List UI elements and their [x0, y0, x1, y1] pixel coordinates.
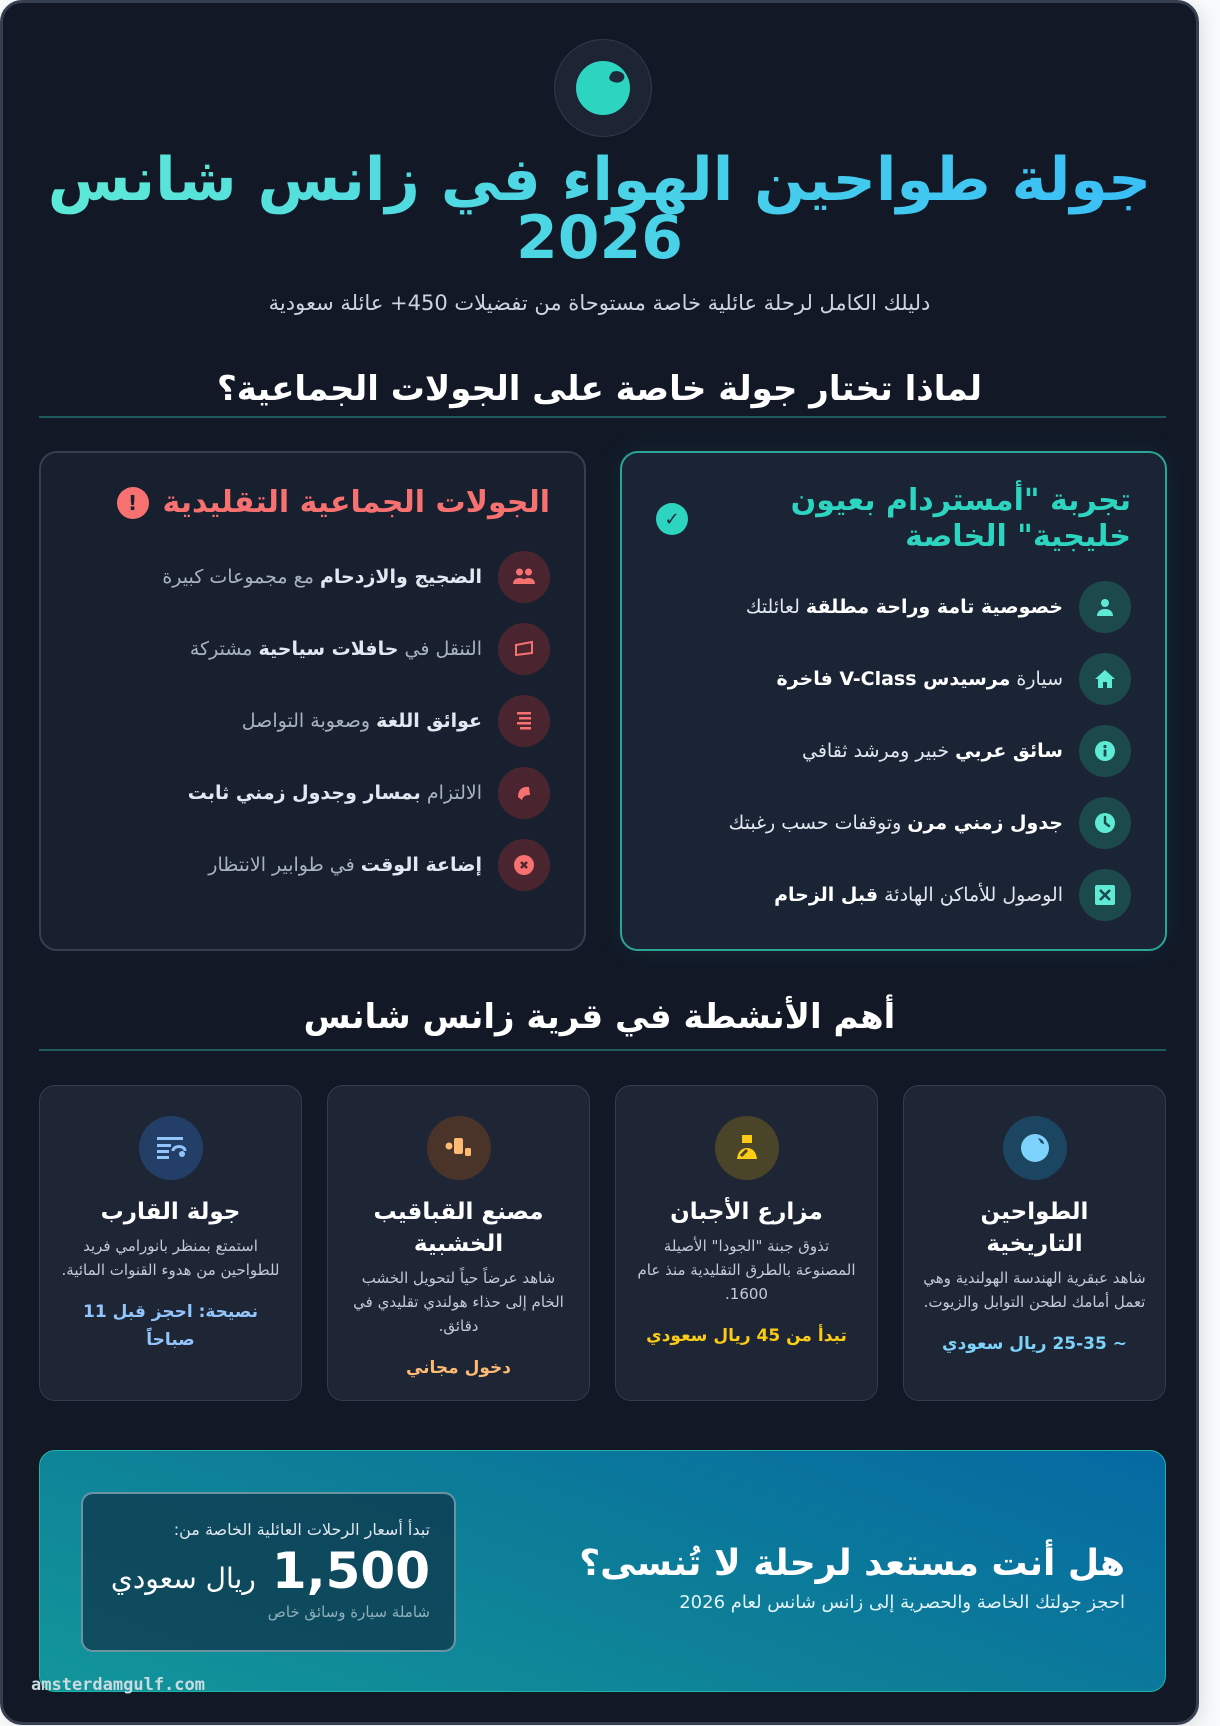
close-square-icon: [1079, 869, 1131, 921]
activity-description: استمتع بمنظر بانورامي فريد للطواحين من هدوء القنوات المائية.: [61, 1237, 280, 1279]
users-icon: [498, 551, 550, 603]
list-item: سيارة مرسيدس V-Class فاخرة: [656, 653, 1131, 705]
price-currency: ريال سعودي: [110, 1562, 256, 1595]
clock-icon: [1079, 797, 1131, 849]
activity-price: ~ 25-35 ريال سعودي: [942, 1334, 1127, 1354]
bus-icon: [498, 623, 550, 675]
route-icon: [498, 767, 550, 819]
hero-badge: [554, 39, 652, 137]
activity-price: نصيحة: احجز قبل 11 صباحاً: [82, 1302, 258, 1350]
activity-description: شاهد عرضاً حياً لتحويل الخشب الخام إلى حذاء هولندي تقليدي في دقائق.: [353, 1269, 564, 1335]
cta-title: هل أنت مستعد لرحلة لا تُنسى؟: [579, 1543, 1125, 1584]
activity-title: جولة القارب: [100, 1199, 241, 1225]
activity-price: دخول مجاني: [405, 1358, 512, 1378]
activity-description: شاهد عبقرية الهندسة الهولندية وهي تعمل أمامك لطحن التوابل والزيوت.: [923, 1269, 1146, 1311]
list-item: سائق عربي خبير ومرشد ثقافي: [656, 725, 1131, 777]
windmill-icon: [576, 61, 630, 115]
activities-heading: أهم الأنشطة في قرية زانس شانس: [303, 997, 896, 1037]
home-icon: [1079, 653, 1131, 705]
page-subtitle: دليلك الكامل لرحلة عائلية خاصة مستوحاة من تفضيلات 450+ عائلة سعودية: [268, 291, 931, 315]
price-box: [81, 1492, 456, 1652]
list-item: إضاعة الوقت في طوابير الانتظار: [75, 839, 550, 891]
cheese-icon: [715, 1116, 779, 1180]
exclamation-icon: !: [117, 487, 149, 519]
site-watermark: amsterdamgulf.com: [31, 1675, 205, 1695]
activity-card-clogs: [327, 1085, 590, 1401]
windmill-icon: [1003, 1116, 1067, 1180]
list-item: خصوصية تامة وراحة مطلقة لعائلتك: [656, 581, 1131, 633]
divider: [39, 1049, 1166, 1051]
list-item: الوصول للأماكن الهادئة قبل الزحام: [656, 869, 1131, 921]
page-title: [3, 145, 1196, 273]
group-tour-title: الجولات الجماعية التقليدية: [162, 485, 550, 520]
info-icon: [1079, 725, 1131, 777]
list-item: عوائق اللغة وصعوبة التواصل: [75, 695, 550, 747]
list-item: الالتزام بمسار وجدول زمني ثابت: [75, 767, 550, 819]
clog-icon: [427, 1116, 491, 1180]
activity-title: الطواحين التاريخية: [980, 1199, 1089, 1257]
cta-subtitle: احجز جولتك الخاصة والحصرية إلى زانس شانس لعام 2026: [679, 1592, 1125, 1613]
comparison-heading: لماذا تختار جولة خاصة على الجولات الجماعية؟: [216, 369, 983, 409]
x-circle-icon: [498, 839, 550, 891]
group-tour-card: [39, 451, 586, 951]
activity-title: مصنع القباقيب الخشبية: [373, 1199, 544, 1257]
cta-banner[interactable]: [39, 1450, 1166, 1692]
list-item: جدول زمني مرن وتوقفات حسب رغبتك: [656, 797, 1131, 849]
list-item: الضجيج والازدحام مع مجموعات كبيرة: [75, 551, 550, 603]
activity-card-windmills: [903, 1085, 1166, 1401]
check-circle-icon: ✓: [656, 503, 688, 535]
private-tour-title: تجربة "أمستردام بعيون خليجية" الخاصة: [790, 483, 1131, 554]
activity-description: تذوق جبنة "الجودا" الأصيلة المصنوعة بالطرق التقليدية منذ عام 1600.: [637, 1237, 856, 1303]
activity-price: تبدأ من 45 ريال سعودي: [646, 1326, 847, 1346]
list-item: التنقل في حافلات سياحية مشتركة: [75, 623, 550, 675]
user-icon: [1079, 581, 1131, 633]
price-amount: 1,500: [271, 1542, 430, 1600]
title-line-1: جولة طواحين الهواء في زانس شانس: [47, 145, 1152, 215]
price-label: تبدأ أسعار الرحلات العائلية الخاصة من:: [173, 1520, 430, 1539]
price-note: شاملة سيارة وسائق خاص: [267, 1603, 430, 1621]
private-tour-card: [620, 451, 1167, 951]
activity-card-cheese: [615, 1085, 878, 1401]
title-year: 2026: [516, 203, 683, 273]
activity-card-boat: [39, 1085, 302, 1401]
activity-title: مزارع الأجبان: [670, 1199, 823, 1225]
boat-icon: [139, 1116, 203, 1180]
divider: [39, 416, 1166, 418]
language-icon: [498, 695, 550, 747]
